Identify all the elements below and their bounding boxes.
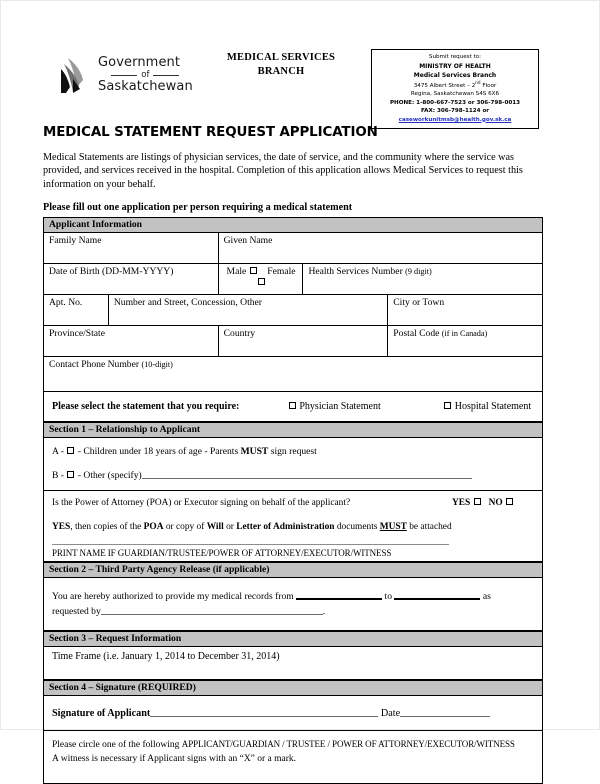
poa-question-text: Is the Power of Attorney (POA) or Executor signing on behalf of the applicant? bbox=[52, 497, 351, 508]
option-a-text-2: sign request bbox=[270, 445, 317, 457]
poa-yes-checkbox[interactable] bbox=[474, 498, 481, 505]
saskatchewan-wheat-icon bbox=[57, 55, 91, 95]
postal-code-note: (if in Canada) bbox=[441, 328, 488, 338]
female-checkbox[interactable] bbox=[258, 278, 265, 285]
statement-selection-row bbox=[43, 392, 543, 422]
health-services-number-note: (9 digit) bbox=[405, 266, 432, 276]
section-1-options bbox=[43, 438, 543, 491]
sex-selection-cell[interactable] bbox=[218, 263, 303, 294]
poa-no-label: NO bbox=[488, 497, 503, 508]
option-a-checkbox[interactable] bbox=[67, 447, 74, 454]
poa-note-row bbox=[52, 521, 536, 534]
poa-note-4: documents bbox=[336, 521, 378, 532]
release-requested-by-input[interactable] bbox=[101, 605, 326, 618]
release-text-1: You are hereby authorized to provide my medical records from bbox=[52, 591, 294, 603]
statement-selection-label: Please select the statement that you require: bbox=[52, 400, 240, 412]
female-label: Female bbox=[267, 265, 296, 277]
intro-paragraph: Medical Statements are listings of physician services, the date of service, and the community where the service was provided, and services received in the hospital. Completion of this application allows Medical Services to request this information on your behalf. bbox=[43, 152, 523, 190]
city-or-town-field[interactable]: City or Town bbox=[388, 294, 543, 325]
branch-title-line-2: BRANCH bbox=[257, 66, 305, 78]
section-4-body bbox=[43, 696, 543, 731]
poa-note-1: , then copies of the bbox=[70, 521, 142, 532]
print-name-label: PRINT NAME IF GUARDIAN/TRUSTEE/POWER OF ATTORNEY/EXECUTOR/WITNESS bbox=[52, 547, 392, 558]
release-from-input[interactable] bbox=[296, 590, 382, 600]
relationship-option-a[interactable] bbox=[52, 445, 537, 459]
contact-phone-note: (10-digit) bbox=[141, 359, 173, 369]
postal-code-field[interactable] bbox=[388, 325, 543, 356]
contact-phone-label: Contact Phone Number bbox=[49, 358, 140, 370]
health-services-number-field[interactable] bbox=[303, 263, 543, 294]
contact-phone-field[interactable] bbox=[44, 356, 543, 391]
street-field[interactable]: Number and Street, Concession, Other bbox=[108, 294, 387, 325]
submit-address bbox=[375, 80, 535, 90]
print-name-block bbox=[52, 544, 536, 560]
logo-wordmark bbox=[98, 56, 193, 93]
submit-address-b: Floor bbox=[480, 82, 497, 89]
section-2-header-table bbox=[43, 562, 543, 578]
option-b-prefix: B - bbox=[52, 469, 64, 481]
submit-branch: Medical Services Branch bbox=[413, 71, 497, 79]
signature-label: Signature of Applicant bbox=[52, 708, 151, 720]
footer-line-2: A witness is necessary if Applicant signs with an “X” or a mark. bbox=[52, 753, 297, 764]
male-checkbox[interactable] bbox=[250, 267, 257, 274]
logo-of-text bbox=[98, 71, 193, 80]
submit-address-sup: nd bbox=[475, 79, 481, 85]
poa-note-yes: YES bbox=[52, 521, 71, 532]
logo-of-label: of bbox=[141, 69, 150, 80]
physician-statement-option[interactable] bbox=[288, 401, 381, 412]
poa-question-row bbox=[52, 497, 536, 510]
section-4-footer bbox=[43, 731, 543, 784]
option-b-checkbox[interactable] bbox=[67, 471, 74, 478]
submit-city: Regina, Saskatchewan S4S 6X6 bbox=[410, 91, 500, 98]
footer-roles-list: APPLICANT/GUARDIAN / TRUSTEE / POWER OF ATTORNEY/EXECUTOR/WITNESS bbox=[181, 739, 515, 750]
logo-rule-left bbox=[111, 75, 137, 76]
section-1-header-table bbox=[43, 422, 543, 438]
submit-line-1: Submit request to: bbox=[428, 54, 482, 60]
section-4-header-table bbox=[43, 680, 543, 696]
submit-phone: PHONE: 1-800-667-7523 or 306-798-0013 bbox=[389, 99, 521, 106]
hospital-statement-label: Hospital Statement bbox=[454, 400, 532, 412]
table-row bbox=[44, 232, 543, 263]
logo-rule-right bbox=[153, 75, 179, 76]
table-row bbox=[44, 325, 543, 356]
poa-note-poa: POA bbox=[143, 521, 164, 532]
release-to-input[interactable] bbox=[394, 590, 480, 600]
poa-note-will: Will bbox=[206, 521, 224, 532]
instruction-text: Please fill out one application per person requiring a medical statement bbox=[43, 201, 353, 213]
option-a-text: - Children under 18 years of age - Parents bbox=[77, 445, 239, 457]
document-header bbox=[43, 43, 543, 121]
postal-code-label: Postal Code bbox=[393, 327, 440, 339]
section-3-body[interactable] bbox=[43, 647, 543, 680]
logo-government-text: Government bbox=[98, 55, 181, 71]
table-row bbox=[44, 563, 543, 578]
poa-note-2: or copy of bbox=[165, 521, 205, 532]
section-2-heading: Section 2 – Third Party Agency Release (if applicable) bbox=[44, 563, 543, 578]
branch-title-line-1: MEDICAL SERVICES bbox=[226, 52, 336, 63]
option-b-text: - Other (specify) bbox=[77, 469, 142, 481]
power-of-attorney-block bbox=[43, 491, 543, 563]
relationship-option-b[interactable] bbox=[52, 469, 537, 483]
apt-no-field[interactable]: Apt. No. bbox=[44, 294, 109, 325]
submit-address-a: 3475 Albert Street – 2 bbox=[413, 82, 476, 89]
page-title: MEDICAL STATEMENT REQUEST APPLICATION bbox=[43, 125, 378, 140]
province-state-field[interactable]: Province/State bbox=[44, 325, 219, 356]
time-frame-label: Time Frame (i.e. January 1, 2014 to December 31, 2014) bbox=[52, 651, 280, 663]
country-field[interactable]: Country bbox=[218, 325, 388, 356]
table-row bbox=[44, 632, 543, 647]
poa-note-letter: Letter of Administration bbox=[236, 521, 335, 532]
logo-province-text: Saskatchewan bbox=[98, 79, 193, 95]
hospital-statement-option[interactable] bbox=[443, 401, 531, 412]
table-row bbox=[44, 217, 543, 232]
option-a-prefix: A - bbox=[52, 445, 64, 457]
poa-note-3: or bbox=[226, 521, 234, 532]
release-text-as: as bbox=[482, 591, 491, 603]
date-label: Date bbox=[380, 708, 401, 720]
government-of-saskatchewan-logo bbox=[57, 55, 193, 95]
male-label: Male bbox=[226, 265, 247, 277]
physician-statement-checkbox[interactable] bbox=[289, 402, 296, 409]
submit-ministry: MINISTRY OF HEALTH bbox=[419, 62, 491, 70]
applicant-information-table bbox=[43, 217, 543, 392]
submit-email-link[interactable]: caseworkunitmsb@health.gov.sk.ca bbox=[398, 116, 512, 123]
release-text-to: to bbox=[384, 591, 393, 603]
document-body bbox=[43, 43, 543, 784]
footer-circle-instruction: Please circle one of the following bbox=[52, 740, 180, 751]
family-name-field[interactable]: Family Name bbox=[44, 232, 219, 263]
release-period: . bbox=[322, 606, 326, 618]
table-row bbox=[44, 422, 543, 437]
table-row bbox=[44, 681, 543, 696]
section-3-heading: Section 3 – Request Information bbox=[44, 632, 543, 647]
option-b-specify-input[interactable] bbox=[142, 469, 472, 479]
applicant-information-heading: Applicant Information bbox=[44, 217, 543, 232]
table-row bbox=[44, 356, 543, 391]
date-input[interactable] bbox=[400, 707, 490, 717]
option-a-must: MUST bbox=[240, 445, 269, 457]
release-text-2: requested by bbox=[52, 606, 101, 618]
hospital-statement-checkbox[interactable] bbox=[444, 402, 451, 409]
submit-request-box bbox=[371, 49, 539, 129]
submit-fax: FAX: 306-798-1124 or bbox=[420, 108, 490, 115]
health-services-number-label: Health Services Number bbox=[308, 265, 403, 277]
poa-yes-label: YES bbox=[451, 497, 471, 508]
branch-title bbox=[201, 51, 361, 79]
section-2-body bbox=[43, 578, 543, 631]
given-name-field[interactable]: Given Name bbox=[218, 232, 542, 263]
section-1-heading: Section 1 – Relationship to Applicant bbox=[44, 422, 543, 437]
date-of-birth-field[interactable]: Date of Birth (DD-MM-YYYY) bbox=[44, 263, 219, 294]
print-name-input[interactable] bbox=[52, 544, 449, 545]
poa-no-checkbox[interactable] bbox=[506, 498, 513, 505]
table-row bbox=[44, 294, 543, 325]
signature-input[interactable] bbox=[150, 707, 378, 717]
poa-note-5: be attached bbox=[409, 521, 452, 532]
table-row bbox=[44, 263, 543, 294]
footer-line-1 bbox=[52, 738, 536, 753]
physician-statement-label: Physician Statement bbox=[299, 400, 381, 412]
poa-note-must: MUST bbox=[379, 521, 407, 532]
poa-yes-no-group[interactable] bbox=[452, 497, 514, 510]
section-4-heading: Section 4 – Signature (REQUIRED) bbox=[44, 681, 543, 696]
section-3-header-table bbox=[43, 631, 543, 647]
